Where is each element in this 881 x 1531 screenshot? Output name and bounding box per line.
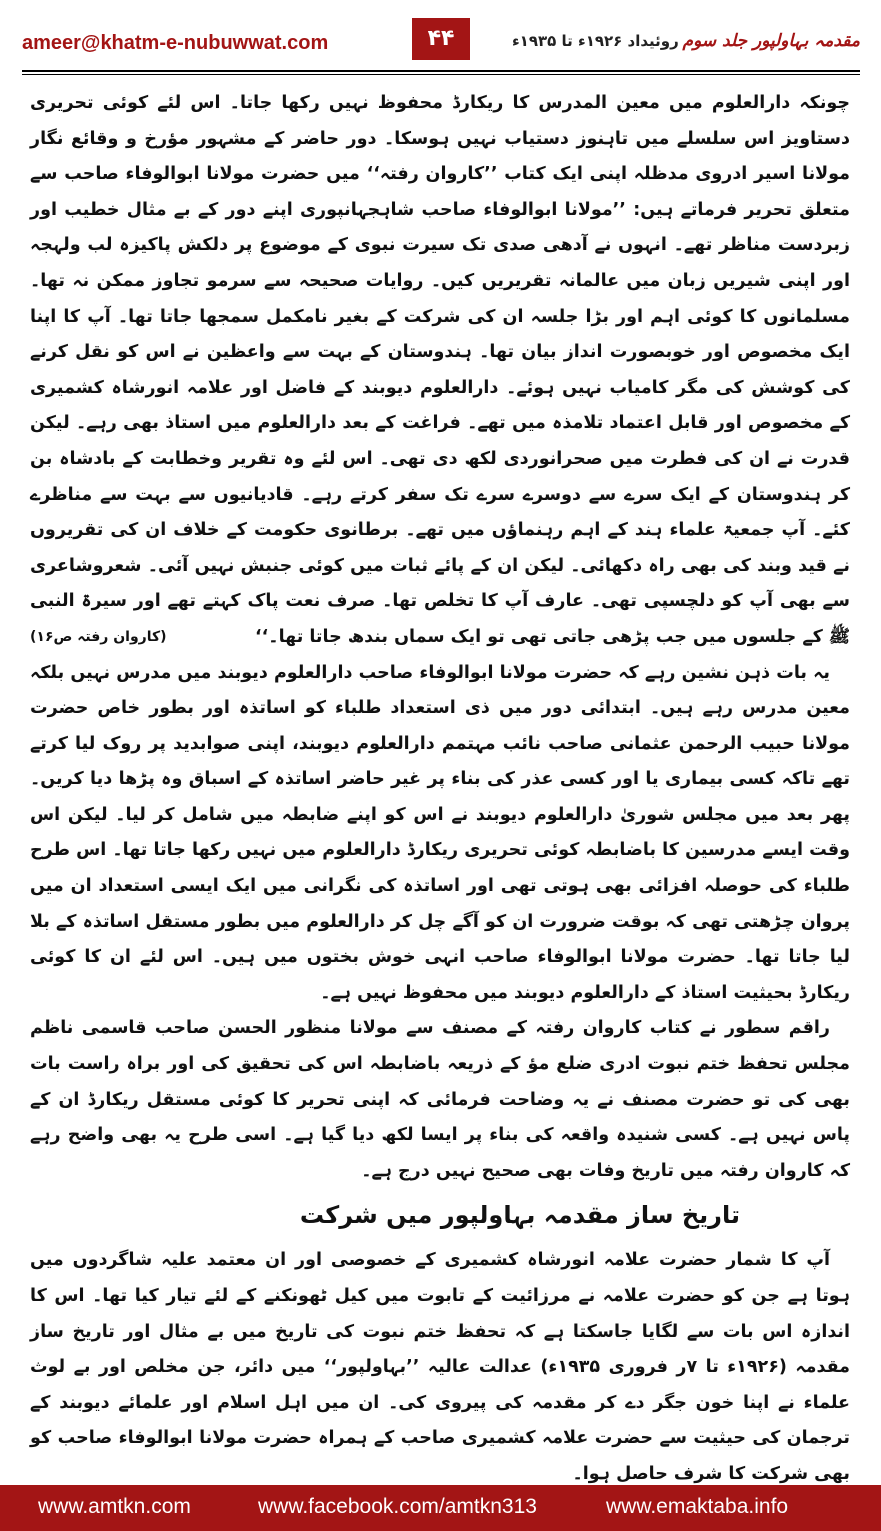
footer-link-amtkn[interactable]: www.amtkn.com xyxy=(38,1495,191,1518)
header-rule xyxy=(22,70,860,72)
paragraph-3: راقم سطور نے کتاب کاروان رفتہ کے مصنف سے مولانا منظور الحسن صاحب قاسمی ناظم مجلس تحفظ ختم نبوت ادری ضلع مؤ کے ذریعہ باضابطہ اس کی تحقیق کی اور براہ راست بات بھی کی تو حضرت مصنف نے یہ وضاحت فرمائی کہ اپنی تحریر کا کوئی مستقل ریکارڈ ان کے پاس نہیں ہے۔ کسی شنیدہ واقعہ کی بناء پر ایسا لکھ دیا گیا ہے۔ اسی طرح یہ بھی واضح رہے کہ کاروان رفتہ میں تاریخ وفات بھی صحیح نہیں درج ہے۔ xyxy=(30,1018,850,1181)
paragraph-4: آپ کا شمار حضرت علامہ انورشاہ کشمیری کے خصوصی اور ان معتمد علیہ شاگردوں میں ہوتا ہے جن کو حضرت علامہ نے مرزائیت کے تابوت میں کیل ٹھونکنے کے لئے تیار کیا تھا۔ اس کا اندازہ اس بات سے لگایا جاسکتا ہے کہ تحفظ ختم نبوت کی تاریخ میں بے مثال اور تاریخ ساز مقدمہ (۱۹۲۶ء تا ۷ر فروری ۱۹۳۵ء) عدالت عالیہ ’’بہاولپور‘‘ میں دائر، جن مخلص اور بے لوث علماء نے اپنا خون جگر دے کر مقدمہ کی پیروی کی۔ ان میں اہل اسلام اور علمائے دیوبند کے ترجمان کی حیثیت سے حضرت علامہ کشمیری صاحب کے ہمراہ حضرت مولانا ابوالوفاء صاحب کو بھی شرکت کا شرف حاصل ہوا۔ xyxy=(30,1250,850,1484)
paragraph-2: یہ بات ذہن نشین رہے کہ حضرت مولانا ابوالوفاء صاحب دارالعلوم دیوبند میں مدرس نہیں بلکہ معین مدرس رہے ہیں۔ ابتدائی دور میں ذی استعداد طلباء کو اساتذہ اور بطور خاص حضرت مولانا حبیب الرحمن عثمانی صاحب نائب مہتمم دارالعلوم دیوبند، اپنی صوابدید پر روک لیا کرتے تھے تاکہ کسی بیماری یا اور کسی عذر کی بناء پر غیر حاضر اساتذہ کے اسباق وہ پڑھا دیا کریں۔ پھر بعد میں مجلس شوریٰ دارالعلوم دیوبند نے اس کو اپنے ضابطہ میں شامل کر لیا۔ لیکن اس وقت ایسے مدرسین کا باضابطہ کوئی تحریری ریکارڈ دارالعلوم میں نہیں رکھا جاتا تھا۔ اس طرح طلباء کی حوصلہ افزائی بھی ہوتی تھی اور اساتذہ کی نگرانی میں ایک ایسی استعداد ان میں پروان چڑھتی تھی کہ بوقت ضرورت ان کو آگے چل کر دارالعلوم میں بطور مستقل اساتذہ کے بلا لیا جاتا تھا۔ حضرت مولانا ابوالوفاء صاحب انہی خوش بختوں میں ہیں۔ اس لئے ان کا کوئی ریکارڈ بحیثیت استاذ کے دارالعلوم دیوبند میں محفوظ نہیں ہے۔ xyxy=(30,662,850,1003)
section-heading: تاریخ ساز مقدمہ بہاولپور میں شرکت xyxy=(299,1201,740,1230)
paragraph-1 xyxy=(30,86,850,656)
header-rule-thin xyxy=(22,74,860,75)
footer-bar xyxy=(0,1485,881,1531)
header-email[interactable]: ameer@khatm-e-nubuwwat.com xyxy=(22,32,329,54)
header-book-title: مقدمہ بہاولپور جلد سوم xyxy=(682,31,860,51)
article-body xyxy=(30,86,850,1484)
page-number-badge: ۴۴ xyxy=(412,18,470,60)
citation-reference: (کاروان رفتہ ص۱۶) xyxy=(30,628,167,645)
footer-link-facebook[interactable]: www.facebook.com/amtkn313 xyxy=(258,1495,537,1518)
footer-link-emaktaba[interactable]: www.emaktaba.info xyxy=(606,1495,789,1518)
page-header xyxy=(22,18,860,70)
paragraph-1-text: چونکہ دارالعلوم میں معین المدرس کا ریکارڈ محفوظ نہیں رکھا جاتا۔ اس لئے کوئی تحریری دستاویز اس سلسلے میں تاہنوز دستیاب نہیں ہوسکا۔ دور حاضر کے مشہور مؤرخ و وقائع نگار مولانا اسیر ادروی مدظلہ اپنی ایک کتاب ’’کاروان رفتہ‘‘ میں حضرت مولانا ابوالوفاء صاحب سے متعلق تحریر فرماتے ہیں: ’’مولانا ابوالوفاء صاحب شاہجہانپوری اپنے دور کے بے مثال خطیب اور زبردست مناظر تھے۔ انہوں نے آدھی صدی تک سیرت نبوی کے موضوع پر دلکش پاکیزہ لب ولہجہ اور اپنی شیریں زبان میں عالمانہ تقریریں کیں۔ روایات صحیحہ سے سرمو تجاوز ممکن نہ تھا۔ مسلمانوں کا کوئی اہم اور بڑا جلسہ ان کی شرکت کے بغیر نامکمل سمجھا جاتا تھا۔ آپ کا اپنا ایک مخصوص اور خوبصورت انداز بیان تھا۔ ہندوستان کے بہت سے واعظین نے اس کو نقل کرنے کی کوشش کی مگر کامیاب نہیں ہوئے۔ دارالعلوم دیوبند کے فاضل اور علامہ انورشاہ کشمیری کے مخصوص اور قابل اعتماد تلامذہ میں تھے۔ فراغت کے بعد دارالعلوم میں استاذ بھی رہے۔ لیکن قدرت نے ان کی فطرت میں صحرانوردی لکھ دی تھی۔ اس لئے وہ تقریر وخطابت کے بادشاہ بن کر ہندوستان کے ایک سرے سے دوسرے سرے تک سفر کرتے رہے۔ قادیانیوں سے بہت سے مناظرے کئے۔ آپ جمعیۃ علماء ہند کے اہم رہنماؤں میں تھے۔ برطانوی حکومت کے خلاف ان کی تقریروں نے قید وبند کی بھی راہ دکھائی۔ لیکن ان کے پائے ثبات میں کوئی جنبش نہیں آئی۔ شعروشاعری سے بھی آپ کو دلچسپی تھی۔ عارف آپ کا تخلص تھا۔ صرف نعت پاک کہتے تھے اور سیرۃ النبی ﷺ کے جلسوں میں جب پڑھی جاتی تھی تو ایک سماں بندھ جاتا تھا۔‘‘ xyxy=(30,93,850,647)
header-years: روئیداد ۱۹۲۶ء تا ۱۹۳۵ء xyxy=(512,32,679,50)
